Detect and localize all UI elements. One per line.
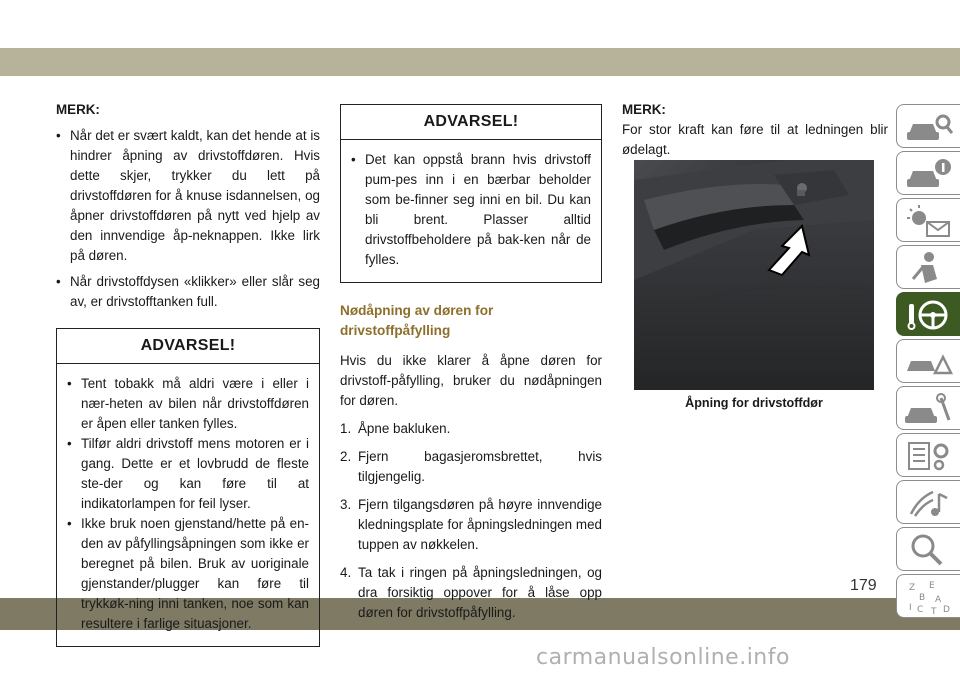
svg-text:T: T [931, 607, 937, 616]
column-middle [340, 100, 602, 623]
svg-text:C: C [917, 605, 924, 615]
step-item: 2. Fjern bagasjeromsbrettet, hvis tilgjengelig. [340, 449, 602, 484]
tab-servicing[interactable] [896, 386, 960, 430]
warning-box [340, 104, 602, 283]
tab-emergency[interactable] [896, 339, 960, 383]
car-magnifier-icon [903, 108, 955, 146]
fuel-door-release-photo [634, 160, 874, 390]
page-number: 179 [850, 577, 877, 594]
svg-text:Z: Z [909, 583, 916, 593]
step-item: 4. Ta tak i ringen på åpningsledningen, og dra forsiktig oppover for å låse opp døren for drivstoffpåfylling. [340, 565, 602, 620]
tab-car-magnifier[interactable] [896, 104, 960, 148]
warning-bullet: • Ikke bruk noen gjenstand/hette på en-den av påfyllingsåpningen som ikke er beregnet på bilen. Bruk av uoriginale gjenstander/plugger kan føre til trykkøk-ning inni tanken, noe som kan resultere i farlige situasjoner. [67, 516, 309, 631]
intro-paragraph: Hvis du ikke klarer å åpne døren for drivstoff-påfylling, bruker du nødåpningen for døren. [340, 353, 602, 408]
column-left [56, 100, 320, 647]
svg-text:D: D [943, 605, 950, 615]
trunk-interior-image [634, 160, 874, 390]
photo-caption: Åpning for drivstoffdør [685, 396, 823, 410]
tab-seat-airbag[interactable] [896, 245, 960, 289]
warning-bullet: • Tilfør aldri drivstoff mens motoren er i gang. Dette er et lovbrudd de fleste ste-der og kan føre til at indikatorlampen for feil lyser. [67, 436, 309, 511]
tab-specifications[interactable] [896, 433, 960, 477]
warning-box [56, 328, 320, 647]
seat-airbag-icon [903, 249, 955, 287]
svg-text:A: A [935, 595, 942, 605]
warning-bullet: • Tent tobakk må aldri være i eller i nær-heten av bilen når drivstoffdøren er åpen eller tanken fylles. [67, 376, 309, 431]
step-item: 3. Fjern tilgangsdøren på høyre innvendige kledningsplate for åpningsledningen med tuppen av nøkkelen. [340, 497, 602, 552]
tab-index[interactable] [896, 574, 960, 618]
header-bar [0, 48, 960, 76]
warning-title: ADVARSEL! [341, 105, 601, 140]
car-warning-triangle-icon [903, 343, 955, 381]
watermark: carmanualsonline.info [536, 645, 790, 670]
svg-text:E: E [929, 581, 935, 591]
steering-wheel-key-icon [903, 296, 955, 334]
alphabet-index-icon [903, 578, 955, 616]
svg-text:B: B [919, 593, 926, 603]
multimedia-music-icon [903, 484, 955, 522]
column-right [622, 100, 888, 160]
note-text: For stor kraft kan føre til at ledningen blir ødelagt. [622, 122, 888, 157]
svg-text:I: I [909, 603, 912, 613]
note-bullet: • Når det er svært kaldt, kan det hende at is hindrer åpning av drivstoffdøren. Hvis dette skjer, trykker du lett på drivstoffdøren for å knuse isdannelsen, og åpner drivstoffdøren på nytt ved hjelp av den innvendige åp-neknappen. Ikke lirk på døren. [56, 128, 320, 263]
note-title: MERK: [622, 102, 666, 117]
tab-starting-operating[interactable] [896, 292, 960, 336]
warning-lights-mail-icon [903, 202, 955, 240]
tab-warning-lights[interactable] [896, 198, 960, 242]
tab-search[interactable] [896, 527, 960, 571]
note-bullet: • Når drivstoffdysen «klikker» eller slår seg av, er drivstofftanken full. [56, 274, 320, 309]
search-icon [903, 531, 955, 569]
step-item: 1. Åpne bakluken. [340, 421, 451, 436]
tab-multimedia[interactable] [896, 480, 960, 524]
header-band [0, 0, 960, 76]
section-subheading: Nødåpning av døren for drivstoffpåfylling [340, 303, 494, 338]
car-wrench-icon [903, 390, 955, 428]
checklist-gears-icon [903, 437, 955, 475]
tab-car-info[interactable] [896, 151, 960, 195]
warning-bullet: • Det kan oppstå brann hvis drivstoff pum-pes inn i en bærbar beholder som be-finner seg inni en bil. Du kan bli brent. Plasser alltid drivstoffbeholdere på bak-ken når de fylles. [351, 152, 591, 267]
note-title: MERK: [56, 102, 100, 117]
warning-title: ADVARSEL! [57, 329, 319, 364]
car-info-icon [903, 155, 955, 193]
